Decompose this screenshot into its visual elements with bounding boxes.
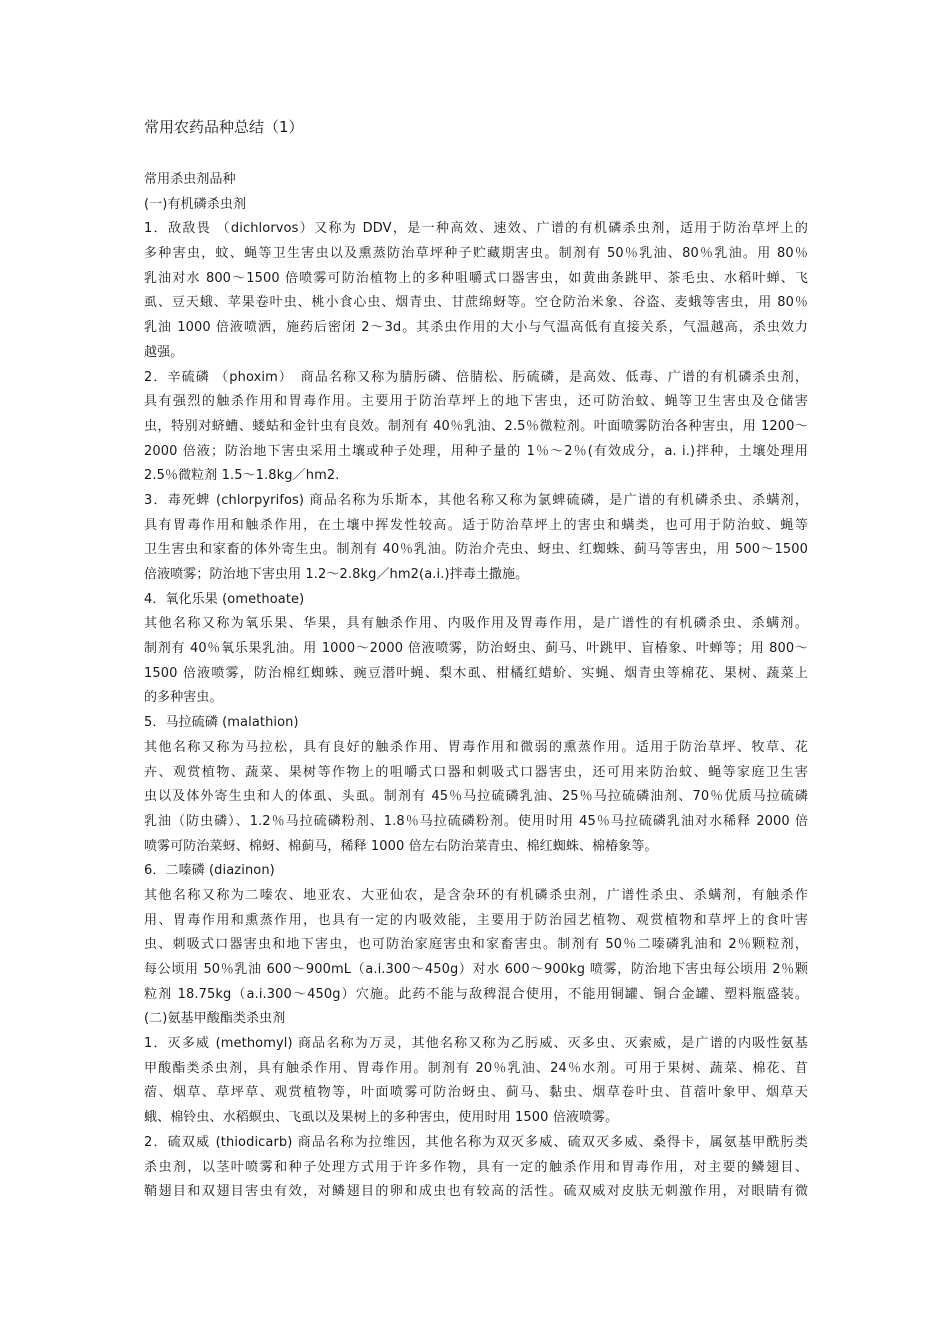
text-line: 其他名称又称为二嗪农、地亚农、大亚仙农，是含杂环的有机磷杀虫剂，广谱性杀虫、杀螨剂，有触杀作 (144, 887, 808, 903)
text-line: 2.5％微粒剂 1.5～1.8kg／hm2. (144, 468, 340, 484)
text-line: 喷雾可防治菜蚜、棉蚜、棉蓟马，稀释 1000 倍左右防治菜青虫、棉红蜘蛛、棉椿象等。 (144, 838, 658, 854)
text-line: 每公顷用 50％乳油 600～900mL（a.i.300～450g）对水 600～900kg 喷雾，防治地下害虫每公顷用 2％颗 (144, 962, 808, 977)
text-line: 虫以及体外寄生虫和人的体虱、头虱。制剂有 45％马拉硫磷乳油、25％马拉硫磷油剂、70％优质马拉硫磷 (144, 789, 808, 805)
document-body (144, 168, 808, 1205)
text-line: 越强。 (144, 344, 184, 360)
text-line: 其他名称又称为马拉松，具有良好的触杀作用、胃毒作用和微弱的熏蒸作用。适用于防治草坪、牧草、花 (144, 739, 808, 755)
text-line: 3．毒死蜱 (chlorpyrifos) 商品名称为乐斯本，其他名称又称为氯蜱硫磷，是广谱的有机磷杀虫、杀螨剂， (144, 492, 808, 508)
text-line: 甲酸酯类杀虫剂，具有触杀作用、胃毒作用。制剂有 20％乳油、24％水剂。可用于果树、蔬菜、棉花、苜 (144, 1060, 808, 1076)
text-line: (二)氨基甲酸酯类杀虫剂 (144, 1011, 286, 1027)
text-line: 鞘翅目和双翅目害虫有效，对鳞翅目的卵和成虫也有较高的活性。硫双威对皮肤无刺激作用，对眼睛有微 (144, 1184, 808, 1200)
text-line: 蛾、棉铃虫、水稻螟虫、飞虱以及果树上的多种害虫，使用时用 1500 倍液喷雾。 (144, 1110, 619, 1126)
text-line: 粒剂 18.75kg（a.i.300～450g）穴施。此药不能与敌稗混合使用，不能用铜罐、铜合金罐、塑料瓶盛装。 (144, 986, 808, 1002)
text-line: 乳油 1000 倍液喷洒，施药后密闭 2～3d。其杀虫作用的大小与气温高低有直接关系，气温越高，杀虫效力 (144, 320, 808, 336)
text-line: 其他名称又称为氧乐果、华果，具有触杀作用、内吸作用及胃毒作用，是广谱性的有机磷杀虫、杀螨剂。 (144, 616, 808, 632)
text-line: 具有胃毒作用和触杀作用，在土壤中挥发性较高。适于防治草坪上的害虫和螨类，也可用于防治蚊、蝇等 (144, 517, 808, 533)
text-line: 的多种害虫。 (144, 690, 223, 706)
text-line: 6．二嗪磷 (diazinon) (144, 863, 275, 879)
text-line: 2．硫双威 (thiodicarb) 商品名称为拉维因，其他名称为双灭多威、硫双灭多威、桑得卡，属氨基甲酰肟类 (144, 1134, 808, 1150)
text-line: 杀虫剂，以茎叶喷雾和种子处理方式用于许多作物，具有一定的触杀作用和胃毒作用，对主要的鳞翅目、 (144, 1159, 808, 1175)
text-line: 倍液喷雾；防治地下害虫用 1.2～2.8kg／hm2(a.i.)拌毒土撒施。 (144, 567, 529, 582)
text-line: 1500 倍液喷雾，防治棉红蜘蛛、豌豆潜叶蝇、梨木虱、柑橘红蜡蚧、实蝇、烟青虫等棉花、果树、蔬菜上 (144, 665, 808, 681)
text-line: 多种害虫，蚊、蝇等卫生害虫以及熏蒸防治草坪种子贮藏期害虫。制剂有 50％乳油、80％乳油。用 80％ (144, 246, 808, 262)
text-line: 卉、观赏植物、蔬菜、果树等作物上的咀嚼式口器和刺吸式口器害虫，还可用来防治蚊、蝇等家庭卫生害 (144, 764, 808, 780)
text-line: 4．氧化乐果 (omethoate) (144, 591, 305, 607)
text-line: 卫生害虫和家畜的体外寄生虫。制剂有 40％乳油。防治介壳虫、蚜虫、红蜘蛛、蓟马等害虫，用 500～1500 (144, 542, 808, 558)
text-line: 虱、豆天蛾、苹果卷叶虫、桃小食心虫、烟青虫、甘蔗绵蚜等。空仓防治米象、谷盗、麦蛾等害虫，用 80％ (144, 295, 808, 311)
text-line: 2000 倍液；防治地下害虫采用土壤或种子处理，用种子量的 1％～2％(有效成分，a. i.)拌种，土壤处理用 (144, 443, 808, 459)
text-line: 5．马拉硫磷 (malathion) (144, 715, 299, 731)
text-line: 虫、刺吸式口器害虫和地下害虫，也可防治家庭害虫和家畜害虫。制剂有 50％二嗪磷乳油和 2％颗粒剂， (144, 937, 808, 953)
document-title: 常用农药品种总结（1） (144, 118, 304, 136)
text-line: 2．辛硫磷 （phoxim） 商品名称又称为腈肟磷、倍腈松、肟硫磷，是高效、低毒、广谱的有机磷杀虫剂， (144, 369, 808, 385)
text-line: 乳油对水 800～1500 倍喷雾可防治植物上的多种咀嚼式口器害虫，如黄曲条跳甲、茶毛虫、水稻叶蝉、飞 (144, 270, 808, 286)
text-line: 虫，特别对蛴螬、蝼蛄和金针虫有良效。制剂有 40％乳油、2.5％微粒剂。叶面喷雾防治各种害虫，用 1200～ (144, 418, 808, 434)
text-line: 1．灭多威 (methomyl) 商品名称为万灵，其他名称又称为乙肟威、灭多虫、灭索威，是广谱的内吸性氨基 (144, 1036, 808, 1052)
text-line: 蓿、烟草、草坪草、观赏植物等，叶面喷雾可防治蚜虫、蓟马、黏虫、烟草卷叶虫、苜蓿叶象甲、烟草天 (144, 1085, 808, 1101)
text-line: 用、胃毒作用和熏蒸作用，也具有一定的内吸效能，主要用于防治园艺植物、观赏植物和草坪上的食叶害 (144, 912, 808, 928)
text-line: 乳油（防虫磷）、1.2％马拉硫磷粉剂、1.8％马拉硫磷粉剂。使用时用 45％马拉硫磷乳油对水稀释 2000 倍 (144, 813, 808, 829)
text-line: 制剂有 40％氧乐果乳油。用 1000～2000 倍液喷雾，防治蚜虫、蓟马、叶跳甲、盲椿象、叶蝉等；用 800～ (144, 641, 808, 657)
text-line: 具有强烈的触杀作用和胃毒作用。主要用于防治草坪上的地下害虫，还可防治蚊、蝇等卫生害虫及仓储害 (144, 394, 808, 410)
text-line: (一)有机磷杀虫剂 (144, 196, 247, 212)
text-line: 常用杀虫剂品种 (144, 172, 236, 187)
text-line: 1．敌敌畏 （dichlorvos）又称为 DDV，是一种高效、速效、广谱的有机磷杀虫剂，适用于防治草坪上的 (144, 221, 808, 237)
